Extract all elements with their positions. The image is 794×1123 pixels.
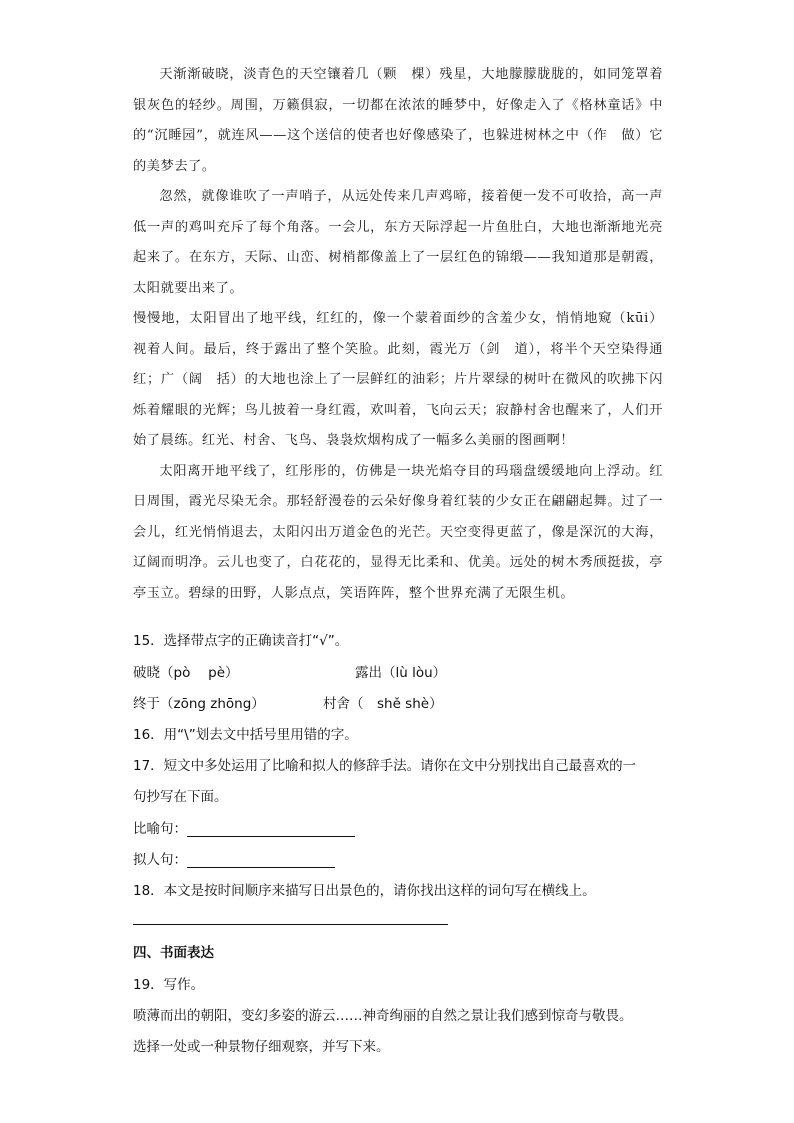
question-15-stem: 15．选择带点字的正确读音打“√”。 xyxy=(133,633,349,649)
section-4-title: 四、书面表达 xyxy=(133,945,214,961)
question-18-stem: 18．本文是按时间顺序来描写日出景色的，请你找出这样的词句写在横线上。 xyxy=(133,883,596,899)
metaphor-answer-blank[interactable] xyxy=(187,822,355,837)
reading-passage xyxy=(133,60,663,609)
passage-paragraph-1: 天渐渐破晓，淡青色的天空镶着几（颗 棵）残星，大地朦朦胧胧的，如同笼罩着银灰色的轻纱。周围，万籁俱寂，一切都在浓浓的睡梦中，好像走入了《格林童话》中的“沉睡园”，就连风——这个送信的使者也好像感染了，也躲进树林之中（作 做）它的美梦去了。 xyxy=(133,67,663,174)
q15-option-zhongyu: 终于（zōng zhōng） xyxy=(133,696,265,712)
question-17-stem-line2: 句抄写在下面。 xyxy=(133,789,228,805)
question-17-stem-line1: 17．短文中多处运用了比喻和拟人的修辞手法。请你在文中分别找出自己最喜欢的一 xyxy=(133,758,637,774)
passage-paragraph-4: 太阳离开地平线了，红彤彤的，仿佛是一块光焰夺目的玛瑙盘缓缓地向上浮动。红日周围，霞光尽染无余。那轻舒漫卷的云朵好像身着红装的少女正在翩翩起舞。过了一会儿，红光悄悄退去，太阳闪出万道金色的光芒。天空变得更蓝了，像是深沉的大海，辽阔而明净。云儿也变了，白花花的，显得无比柔和、优美。远处的树木秀颀挺拔，亭亭玉立。碧绿的田野，人影点点，笑语阵阵，整个世界充满了无限生机。 xyxy=(133,463,663,601)
passage-paragraph-2: 忽然，就像谁吹了一声哨子，从远处传来几声鸡啼，接着便一发不可收拾，高一声低一声的鸡叫充斥了每个角落。一会儿，东方天际浮起一片鱼肚白，大地也渐渐地光亮起来了。在东方，天际、山峦、树梢都像盖上了一层红色的锦缎——我知道那是朝霞，太阳就要出来了。 xyxy=(133,189,663,296)
personification-answer-blank[interactable] xyxy=(187,853,335,868)
question-19-prompt-line1: 喷薄而出的朝阳，变幻多姿的游云……神奇绚丽的自然之景让我们感到惊奇与敬畏。 xyxy=(133,1008,633,1024)
question-19-prompt-line2: 选择一处或一种景物仔细观察，并写下来。 xyxy=(133,1039,390,1055)
q15-option-poxiao: 破晓（pò pè） xyxy=(133,665,239,681)
metaphor-label: 比喻句： xyxy=(133,821,187,837)
passage-paragraph-3: 慢慢地，太阳冒出了地平线，红红的，像一个蒙着面纱的含羞少女，悄悄地窥（kūi）视着人间。最后，终于露出了整个笑脸。此刻，霞光万（剑 道），将半个天空染得通红；广（阔 括）的大地也涂上了一层鲜红的油彩；片片翠绿的树叶在微风的吹拂下闪烁着耀眼的光辉；鸟儿披着一身红霞，欢叫着，飞向云天；寂静村舍也醒来了，人们开始了晨练。红光、村舍、飞鸟、袅袅炊烟构成了一幅多么美丽的图画啊！ xyxy=(133,311,663,448)
q15-option-luchu: 露出（lù lòu） xyxy=(355,665,447,681)
q15-option-cunshe: 村舍（ shě shè） xyxy=(323,696,443,712)
personification-label: 拟人句： xyxy=(133,852,187,868)
question-19-stem: 19．写作。 xyxy=(133,977,205,993)
personification-answer-row xyxy=(133,848,335,868)
question-16-stem: 16．用“\”划去文中括号里用错的字。 xyxy=(133,727,358,743)
q18-answer-line[interactable] xyxy=(133,924,448,925)
metaphor-answer-row xyxy=(133,817,355,837)
